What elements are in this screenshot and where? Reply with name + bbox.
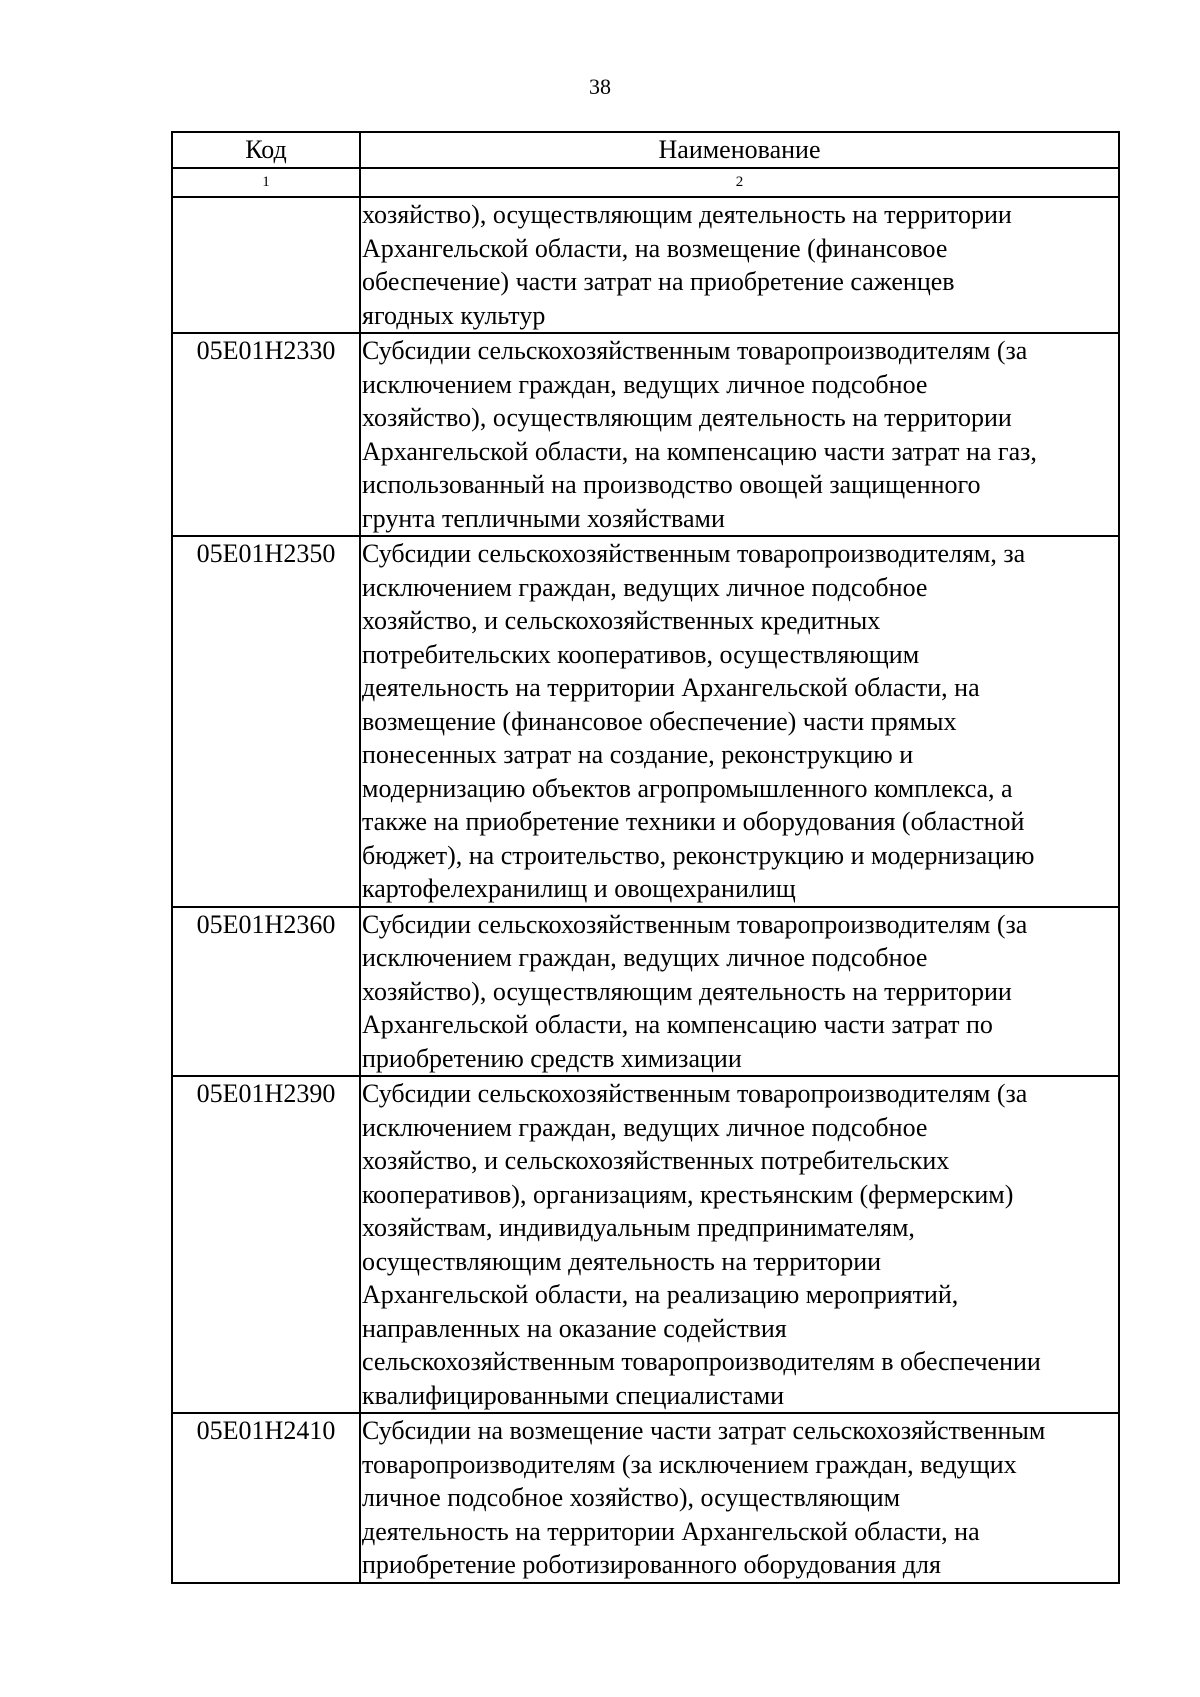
row-name-line: Архангельской области, на компенсацию части затрат на газ, xyxy=(362,436,1037,466)
row-code: 05Е01Н2360 xyxy=(172,907,360,1077)
row-name xyxy=(360,197,1119,333)
table-row xyxy=(172,1076,1119,1413)
row-name-line: исключением граждан, ведущих личное подсобное xyxy=(362,572,928,602)
column-number-name: 2 xyxy=(360,168,1119,197)
row-name-line: Субсидии на возмещение части затрат сельскохозяйственным xyxy=(362,1416,1046,1445)
row-name xyxy=(360,907,1119,1077)
row-name-line: Субсидии сельскохозяйственным товаропроизводителям, за xyxy=(362,539,1026,568)
row-name-line: хозяйство), осуществляющим деятельность на территории xyxy=(362,403,1012,432)
row-name-line: деятельность на территории Архангельской области, на xyxy=(362,1516,980,1546)
row-name-line: хозяйствам, индивидуальным предпринимателям, xyxy=(362,1213,915,1242)
column-number-code: 1 xyxy=(172,168,360,197)
column-number-row xyxy=(172,168,1119,197)
row-name-line: сельскохозяйственным товаропроизводителям в обеспечении xyxy=(362,1347,1041,1376)
row-code: 05Е01Н2390 xyxy=(172,1076,360,1413)
row-name-line: также на приобретение техники и оборудования (областной xyxy=(362,807,1025,836)
row-name-line: ягодных культур xyxy=(362,300,546,330)
row-name-line: приобретение роботизированного оборудования для xyxy=(362,1550,941,1579)
row-name-line: обеспечение) части затрат на приобретение саженцев xyxy=(362,267,955,296)
row-name-line: приобретению средств химизации xyxy=(362,1043,742,1073)
row-name xyxy=(360,1413,1119,1583)
row-name-line: квалифицированными специалистами xyxy=(362,1380,785,1410)
row-name-line: Архангельской области, на компенсацию части затрат по xyxy=(362,1010,993,1039)
row-code: 05Е01Н2410 xyxy=(172,1413,360,1583)
row-name-line: Субсидии сельскохозяйственным товаропроизводителям (за xyxy=(362,336,1028,365)
row-name-line: картофелехранилищ и овощехранилищ xyxy=(362,874,796,903)
row-name xyxy=(360,1076,1119,1413)
row-name-line: осуществляющим деятельность на территории xyxy=(362,1246,882,1276)
row-name-line: Архангельской области, на реализацию мероприятий, xyxy=(362,1280,959,1309)
row-name-line: хозяйство), осуществляющим деятельность на территории xyxy=(362,200,1012,229)
row-name-line: хозяйство, и сельскохозяйственных потребительских xyxy=(362,1146,950,1175)
row-name-line: исключением граждан, ведущих личное подсобное xyxy=(362,943,928,972)
row-name xyxy=(360,536,1119,907)
table-row xyxy=(172,333,1119,536)
table-row xyxy=(172,197,1119,333)
page-number: 38 xyxy=(589,74,611,99)
header-name: Наименование xyxy=(360,132,1119,168)
header-code: Код xyxy=(172,132,360,168)
row-name-line: исключением граждан, ведущих личное подсобное xyxy=(362,1112,928,1142)
row-name-line: понесенных затрат на создание, реконструкцию и xyxy=(362,740,914,769)
row-name-line: использованный на производство овощей защищенного xyxy=(362,470,981,499)
row-name-line: Архангельской области, на возмещение (финансовое xyxy=(362,233,948,263)
budget-code-table xyxy=(171,131,1120,1584)
row-name-line: грунта тепличными хозяйствами xyxy=(362,503,725,533)
row-name-line: исключением граждан, ведущих личное подсобное xyxy=(362,369,928,399)
row-name-line: возмещение (финансовое обеспечение) части прямых xyxy=(362,706,957,736)
table-row xyxy=(172,907,1119,1077)
row-code: 05Е01Н2330 xyxy=(172,333,360,536)
table-row xyxy=(172,1413,1119,1583)
table-body xyxy=(172,197,1119,1583)
row-name-line: деятельность на территории Архангельской области, на xyxy=(362,673,980,702)
row-code: 05Е01Н2350 xyxy=(172,536,360,907)
row-name-line: хозяйство), осуществляющим деятельность на территории xyxy=(362,976,1012,1006)
row-name-line: Субсидии сельскохозяйственным товаропроизводителям (за xyxy=(362,1079,1028,1108)
row-name-line: Субсидии сельскохозяйственным товаропроизводителям (за xyxy=(362,909,1028,939)
row-name xyxy=(360,333,1119,536)
row-name-line: бюджет), на строительство, реконструкцию и модернизацию xyxy=(362,840,1035,870)
row-name-line: товаропроизводителям (за исключением граждан, ведущих xyxy=(362,1449,1017,1479)
table-header-row xyxy=(172,132,1119,168)
row-name-line: направленных на оказание содействия xyxy=(362,1313,787,1343)
row-name-line: личное подсобное хозяйство), осуществляющим xyxy=(362,1483,901,1512)
row-name-line: кооперативов), организациям, крестьянским (фермерским) xyxy=(362,1179,1014,1209)
row-code xyxy=(172,197,360,333)
row-name-line: хозяйство, и сельскохозяйственных кредитных xyxy=(362,606,881,635)
row-name-line: модернизацию объектов агропромышленного комплекса, а xyxy=(362,773,1013,803)
table-row xyxy=(172,536,1119,907)
row-name-line: потребительских кооперативов, осуществляющим xyxy=(362,639,920,669)
